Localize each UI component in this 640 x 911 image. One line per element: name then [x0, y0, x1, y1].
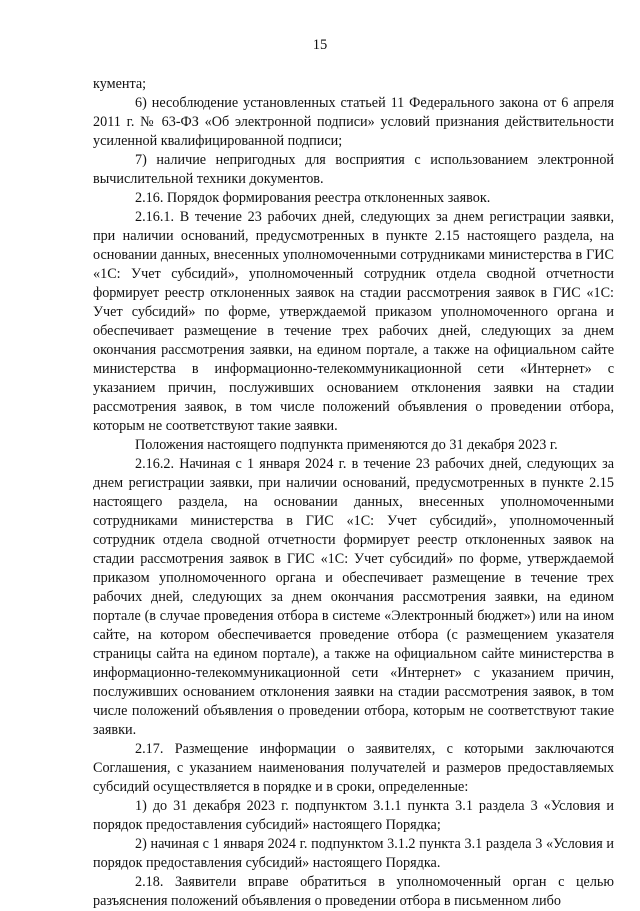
- paragraph-2-17-item-2: 2) начиная с 1 января 2024 г. подпунктом 3.1.2 пункта 3.1 раздела 3 «Условия и порядок предоставления субсидий» настоящего Порядка.: [93, 836, 614, 871]
- paragraph-2-18: 2.18. Заявители вправе обратиться в уполномоченный орган с целью разъяснения положений объявления о проведении отбора в письменном либо: [93, 874, 614, 909]
- page-number: 15: [312, 37, 328, 53]
- paragraph-2-16-1: 2.16.1. В течение 23 рабочих дней, следующих за днем регистрации заявки, при наличии оснований, предусмотренных в пункте 2.15 настоящего раздела, на основании данных, внесенных уполномоченными сотрудниками министерства в ГИС «1С: Учет субсидий», уполномоченный сотрудник отдела сводной отчетности формирует реестр отклоненных заявок на стадии рассмотрения заявок в ГИС «1С: Учет субсидий» по форме, утверждаемой приказом уполномоченного органа и обеспечивает размещение в течение трех рабочих дней, следующих за днем окончания рассмотрения заявки, на едином портале, а также на официальном сайте министерства в информационно-телекоммуникационной сети «Интернет» с указанием причин, послуживших основанием отклонения заявки на стадии рассмотрения заявок, в том числе положений объявления о проведении отбора, которым не соответствуют такие заявки.: [93, 209, 614, 434]
- paragraph-2-17-item-1: 1) до 31 декабря 2023 г. подпунктом 3.1.1 пункта 3.1 раздела 3 «Условия и порядок предоставления субсидий» настоящего Порядка;: [93, 798, 614, 833]
- paragraph-item-6: 6) несоблюдение установленных статьей 11 Федерального закона от 6 апреля 2011 г. № 63-ФЗ «Об электронной подписи» условий признания действительности усиленной квалифицированной подписи;: [93, 95, 614, 149]
- paragraph-item-7: 7) наличие непригодных для восприятия с использованием электронной вычислительной техники документов.: [93, 152, 614, 187]
- document-body: [93, 75, 614, 911]
- paragraph-2-16: 2.16. Порядок формирования реестра отклоненных заявок.: [135, 190, 491, 206]
- paragraph-2-16-1-note: Положения настоящего подпункта применяются до 31 декабря 2023 г.: [135, 437, 558, 453]
- paragraph-2-17: 2.17. Размещение информации о заявителях, с которыми заключаются Соглашения, с указанием наименования получателей и размеров предоставляемых субсидий осуществляется в порядке и в сроки, определенные:: [93, 741, 614, 795]
- paragraph-continuation: кумента;: [93, 76, 147, 92]
- paragraph-2-16-2: 2.16.2. Начиная с 1 января 2024 г. в течение 23 рабочих дней, следующих за днем регистрации заявки, при наличии оснований, предусмотренных в пункте 2.15 настоящего раздела, на основании данных, внесенных уполномоченными сотрудниками министерства в ГИС «1С: Учет субсидий», уполномоченный сотрудник отдела сводной отчетности формирует реестр отклоненных заявок на стадии рассмотрения заявок в ГИС «1С: Учет субсидий» по форме, утверждаемой приказом уполномоченного органа и обеспечивает размещение в течение трех рабочих дней, следующих за днем окончания рассмотрения заявки, на едином портале (в случае проведения отбора в системе «Электронный бюджет») или на ином сайте, на котором обеспечивается проведение отбора (с размещением указателя страницы сайта на едином портале), а также на официальном сайте министерства в информационно-телекоммуникационной сети «Интернет» с указанием причин, послуживших основанием отклонения заявки на стадии рассмотрения заявок, в том числе положений объявления о проведении отбора, которым не соответствуют такие заявки.: [93, 456, 614, 738]
